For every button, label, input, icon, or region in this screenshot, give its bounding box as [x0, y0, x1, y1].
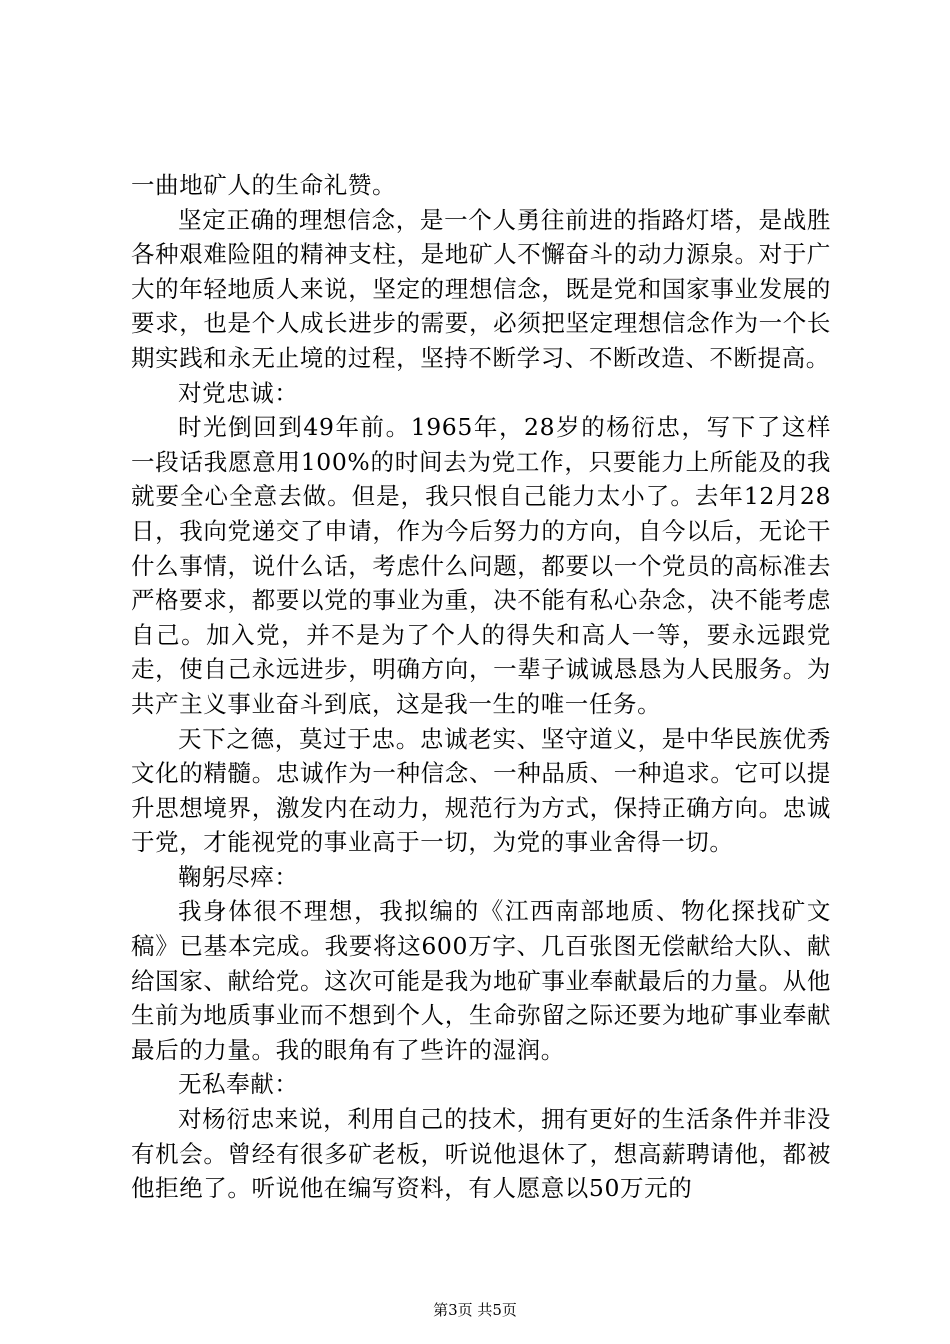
- document-body: [131, 168, 831, 1206]
- section-heading-selfless: 无私奉献：: [178, 1070, 299, 1099]
- page-number-footer: 第3页 共5页: [433, 1301, 517, 1319]
- paragraph-selfless: 对杨衍忠来说，利用自己的技术，拥有更好的生活条件并非没有机会。曾经有很多矿老板，听说他退休了，想高薪聘请他，都被他拒绝了。听说他在编写资料，有人愿意以50万元的: [131, 1105, 831, 1203]
- section-heading-devotion: 鞠躬尽瘁：: [178, 862, 299, 891]
- section-heading-loyalty: 对党忠诚：: [178, 378, 299, 407]
- paragraph-yang-quote: 时光倒回到49年前。1965年，28岁的杨衍忠，写下了这样一段话我愿意用100%的时间去为党工作，只要能力上所能及的我就要全心全意去做。但是，我只恨自己能力太小了。去年12月28日，我向党递交了申请，作为今后努力的方向，自今以后，无论干什么事情，说什么话，考虑什么问题，都要以一个党员的高标准去严格要求，都要以党的事业为重，决不能有私心杂念，决不能考虑自己。加入党，并不是为了个人的得失和高人一等，要永远跟党走，使自己永远进步，明确方向，一辈子诚诚恳恳为人民服务。为共产主义事业奋斗到底，这是我一生的唯一任务。: [131, 413, 831, 718]
- paragraph-continuation: 一曲地矿人的生命礼赞。: [131, 171, 397, 199]
- paragraph-devotion: 我身体很不理想，我拟编的《江西南部地质、物化探找矿文稿》已基本完成。我要将这600万字、几百张图无偿献给大队、献给国家、献给党。这次可能是我为地矿事业奉献最后的力量。从他生前为地质事业而不想到个人，生命弥留之际还要为地矿事业奉献最后的力量。我的眼角有了些许的湿润。: [131, 897, 831, 1064]
- paragraph-loyalty: 天下之德，莫过于忠。忠诚老实、坚守道义，是中华民族优秀文化的精髓。忠诚作为一种信念、一种品质、一种追求。它可以提升思想境界，激发内在动力，规范行为方式，保持正确方向。忠诚于党，才能视党的事业高于一切，为党的事业舍得一切。: [131, 724, 831, 857]
- paragraph-ideals: 坚定正确的理想信念，是一个人勇往前进的指路灯塔，是战胜各种艰难险阻的精神支柱，是地矿人不懈奋斗的动力源泉。对于广大的年轻地质人来说，坚定的理想信念，既是党和国家事业发展的要求，也是个人成长进步的需要，必须把坚定理想信念作为一个长期实践和永无止境的过程，坚持不断学习、不断改造、不断提高。: [131, 205, 831, 372]
